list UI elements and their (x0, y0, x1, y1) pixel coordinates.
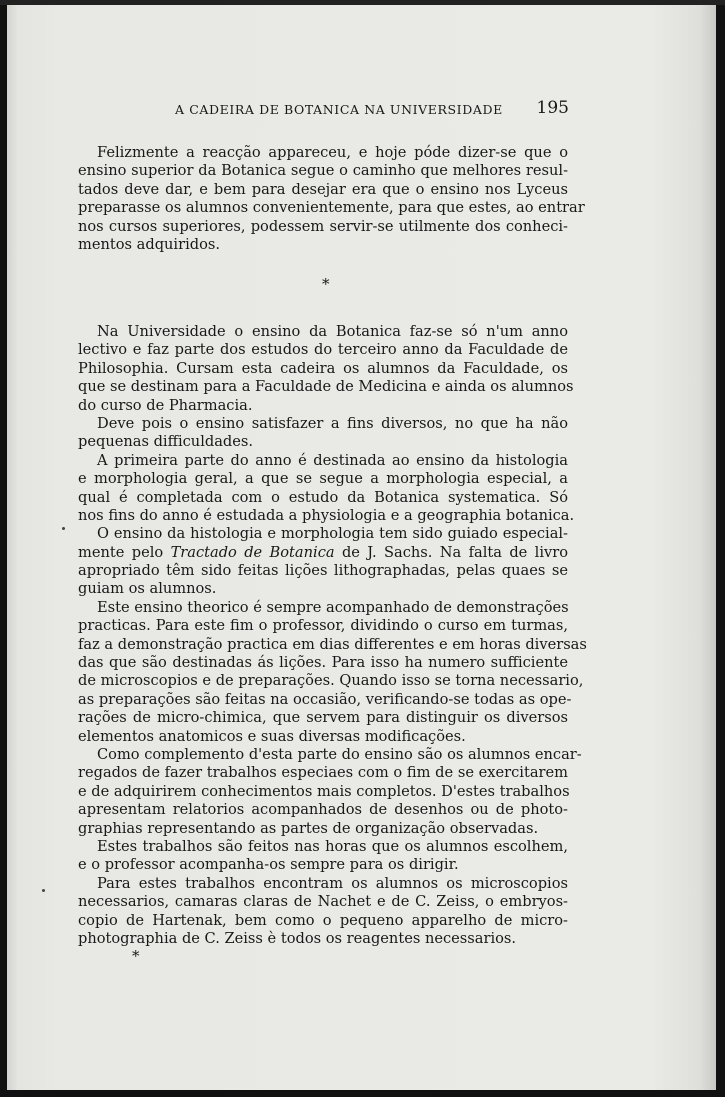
running-title: A CADEIRA DE BOTANICA NA UNIVERSIDADE (175, 102, 503, 117)
text-line: lectivo e faz parte dos estudos do terceiro anno da Faculdade de (78, 341, 568, 359)
text-line: Felizmente a reacção appareceu, e hoje póde dizer-se que o (97, 144, 568, 161)
paragraph-reaction (78, 144, 585, 254)
text-line: Na Universidade o ensino da Botanica faz-se só n'um anno (97, 323, 568, 340)
book-title-italic: Tractado de Botanica (170, 543, 335, 561)
text-line: Para estes trabalhos encontram os alumnos os microscopios (97, 874, 568, 892)
text-line: e de adquirirem conhecimentos mais completos. D'estes trabalhos (78, 782, 570, 800)
text-line: e morphologia geral, a que se segue a morphologia especial, a (78, 470, 568, 488)
page-header (78, 100, 578, 122)
text-line: nos cursos superiores, podessem servir-se utilmente dos conheci- (78, 217, 568, 235)
text-line: preparasse os alumnos convenientemente, para que estes, ao entrar (78, 199, 585, 217)
text-line: Como complemento d'esta parte do ensino são os alumnos encar- (97, 745, 582, 763)
text-line: do curso de Pharmacia. (78, 396, 253, 414)
text-line: apresentam relatorios acompanhados de desenhos ou de photo- (78, 801, 568, 819)
scan-border-left (0, 0, 7, 1097)
text-line: pequenas difficuldades. (78, 433, 254, 451)
text-line: e o professor acompanha-os sempre para os dirigir. (78, 856, 459, 874)
text-line: Estes trabalhos são feitos nas horas que os alumnos escolhem, (97, 837, 568, 855)
text-line: Este ensino theorico é sempre acompanhado de demonstrações (97, 598, 569, 616)
text-line: qual é completada com o estudo da Botanica systematica. Só (78, 488, 568, 506)
text-fragment: de J. Sachs. Na falta de livro (341, 543, 569, 561)
text-line: elementos anatomicos e suas diversas modificações. (78, 727, 466, 745)
text-line-with-title (78, 544, 568, 562)
scan-border-right (716, 0, 725, 1097)
text-line: que se destinam para a Faculdade de Medicina e ainda os alumnos (78, 378, 574, 396)
text-line: necessarios, camaras claras de Nachet e de C. Zeiss, o embryos- (78, 893, 568, 911)
text-line: photographia de C. Zeiss è todos os reagentes necessarios. (78, 929, 517, 947)
text-line: ensino superior da Botanica segue o caminho que melhores resul- (78, 162, 568, 180)
paper-speck (62, 527, 65, 530)
text-line: nos fins do anno é estudada a physiologia e a geographia botanica. (78, 506, 575, 524)
paper-speck (42, 889, 45, 892)
closing-asterisk: * (132, 947, 140, 965)
text-line: das que são destinadas ás lições. Para isso ha numero sufficiente (78, 654, 568, 672)
text-line: de microscopios e de preparações. Quando isso se torna necessario, (78, 672, 584, 690)
text-line: faz a demonstração practica em dias differentes e em horas diversas (78, 635, 587, 653)
text-line: O ensino da histologia e morphologia tem sido guiado especial- (97, 525, 568, 543)
section-university (78, 323, 587, 948)
text-line: regados de fazer trabalhos especiaes com o fim de se exercitarem (78, 764, 568, 782)
text-line: guiam os alumnos. (78, 580, 217, 598)
text-line: graphias representando as partes de organização observadas. (78, 819, 539, 837)
text-line: rações de micro-chimica, que servem para distinguir os diversos (78, 709, 568, 727)
page-number: 195 (536, 98, 569, 118)
section-separator-asterisk: * (322, 275, 330, 293)
text-line: apropriado têm sido feitas lições lithographadas, pelas quaes se (78, 562, 568, 580)
text-line: A primeira parte do anno é destinada ao ensino da histologia (97, 451, 568, 469)
text-line: practicas. Para este fim o professor, dividindo o curso em turmas, (78, 617, 568, 635)
text-line: copio de Hartenak, bem como o pequeno apparelho de micro- (78, 911, 568, 929)
text-line: Philosophia. Cursam esta cadeira os alumnos da Faculdade, os (78, 359, 568, 377)
text-line: Deve pois o ensino satisfazer a fins diversos, no que ha não (97, 414, 568, 432)
text-fragment: mente pelo (78, 543, 164, 561)
text-line: as preparações são feitas na occasião, verificando-se todas as ope- (78, 690, 572, 708)
book-page (78, 0, 587, 1097)
text-line: tados deve dar, e bem para desejar era que o ensino nos Lyceus (78, 180, 568, 198)
text-line: mentos adquiridos. (78, 235, 221, 253)
